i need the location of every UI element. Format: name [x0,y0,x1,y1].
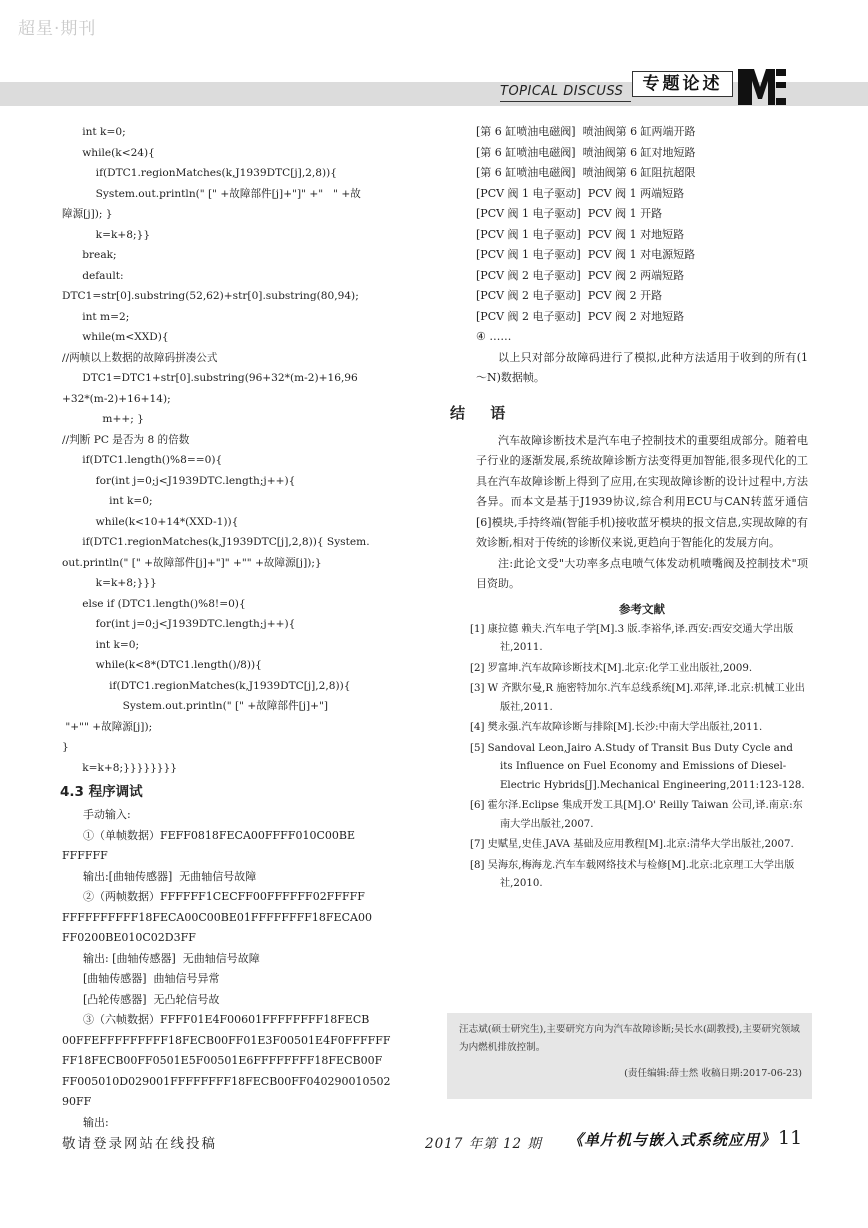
text-line: 手动输入: [62,808,131,821]
author-bio-text: 汪志斌(硕士研究生),主要研究方向为汽车故障诊断;吴长水(副教授),主要研究领域为内燃机排放控制。 [459,1024,800,1053]
code-line: int m=2; [62,310,130,323]
reference-item: [6] 霍尔泽.Eclipse 集成开发工具[M].O' Reilly Taiwan 公司,译.南京:东南大学出版社,2007. [470,800,803,830]
conclusion-paragraph: 汽车故障诊断技术是汽车电子控制技术的重要组成部分。随着电子行业的逐渐发展,系统故障诊断方法变得更加智能,很多现代化的工具在汽车故障诊断上得到了应用,在实现故障诊断的设计过程中,方法各异。而本文是基于J1939协议,综合利用ECU与CAN转蓝牙通信[6]模块,手持终端(智能手机)接收蓝牙模块的报文信息,实现故障的有效诊断,相对于传统的诊断仪来说,更趋向于智能化的发展方向。 [476,433,808,549]
editor-info: (责任编辑:薛士然 收稿日期:2017-06-23) [624,1068,802,1079]
text-line: 00FFEFFFFFFFFF18FECB00FF01E3F00501E4F0FFFFFF [62,1033,391,1047]
footer-submission-note: 敬请登录网站在线投稿 [62,1136,217,1152]
column-name-box: 专题论述 [632,71,733,97]
code-line: while(k<10+14*(XXD-1)){ [62,515,239,528]
text-line: ①（单帧数据）FEFF0818FECA00FFFF010C00BE [62,828,355,842]
text-line: FFFFFFFFFF18FECA00C00BE01FFFFFFFF18FECA00 [62,910,372,924]
watermark: 超星·期刊 [18,19,97,39]
fault-line: [PCV 阀 1 电子驱动] PCV 阀 1 开路 [476,207,663,220]
code-line: while(m<XXD){ [62,331,169,343]
section-4-3-heading: 4.3 程序调试 [60,784,143,800]
simulation-note-paragraph: 以上只对部分故障码进行了模拟,此种方法适用于收到的所有(1～N)数据帧。 [476,350,808,384]
text-line: ②（两帧数据）FFFFFF1CECFF00FFFFFF02FFFFF [62,890,365,903]
footer-issue: 2017 年第 12 期 [425,1136,542,1152]
code-line: else if (DTC1.length()%8!=0){ [62,597,246,610]
code-line: } [62,741,69,753]
left-column [62,122,400,1133]
code-line: int k=0; [62,495,153,507]
fault-line: ④ …… [476,330,512,343]
text-line: [曲轴传感器] 曲轴信号异常 [62,972,220,985]
code-line: if(DTC1.regionMatches(k,J1939DTC[j],2,8)){ [62,679,351,692]
code-line: k=k+8;}} [62,228,151,241]
text-line: 输出:[曲轴传感器] 无曲轴信号故障 [62,869,257,883]
references-heading: 参考文献 [619,601,665,616]
fault-line: [PCV 阀 1 电子驱动] PCV 阀 1 对电源短路 [476,248,696,261]
fault-line: [PCV 阀 2 电子驱动] PCV 阀 2 两端短路 [476,268,685,282]
author-bio-box [447,1013,812,1099]
code-line: for(int j=0;j<J1939DTC.length;j++){ [62,474,296,487]
text-line: FF0200BE010C02D3FF [62,931,196,944]
code-listing [62,122,400,778]
code-line: k=k+8;}}} [62,577,157,589]
code-line: System.out.println(" [" +故障部件[j]+"]" +" " +故 [62,187,361,200]
reference-item: [1] 康拉德 赖夫.汽车电子学[M].3 版.李裕华,译.西安:西安交通大学出版社,2011. [470,623,794,653]
code-line: m++; } [62,413,144,425]
code-line: out.println(" [" +故障部件[j]+"]" +"" +故障源[j]);} [62,556,322,569]
footer-journal-name: 《单片机与嵌入式系统应用》 [568,1131,777,1149]
code-line: while(k<8*(DTC1.length()/8)){ [62,659,262,671]
code-line: break; [62,249,117,261]
code-line: default: [62,269,124,282]
code-line: for(int j=0;j<J1939DTC.length;j++){ [62,618,296,630]
fault-line: [PCV 阀 1 电子驱动] PCV 阀 1 对地短路 [476,227,685,241]
fault-line: [PCV 阀 1 电子驱动] PCV 阀 1 两端短路 [476,186,685,200]
reference-item: [7] 史赋星,史佳.JAVA 基础及应用教程[M].北京:清华大学出版社,2007. [470,839,794,850]
text-line: [凸轮传感器] 无凸轮信号故 [62,992,220,1006]
funding-note-paragraph: 注:此论文受"大功率多点电喷气体发动机喷嘴阀及控制技术"项目资助。 [476,556,808,590]
right-column [450,122,808,896]
fault-line: [PCV 阀 2 电子驱动] PCV 阀 2 开路 [476,289,663,302]
debug-output-text [62,805,400,1133]
fault-list [476,122,808,348]
conclusion-heading: 结 语 [450,403,516,422]
text-line: 90FF [62,1095,92,1108]
reference-item: [5] Sandoval Leon,Jairo A.Study of Transit Bus Duty Cycle and its Influence on Fuel Economy and Emissions of Diesel-Electric Hybrids[J].Mechanical Engineering,2011:123-128. [470,742,805,791]
reference-item: [8] 吴海东,梅海龙.汽车车载网络技术与检修[M].北京:北京理工大学出版社,2010. [470,859,795,889]
reference-item: [3] W 齐默尔曼,R 施密特加尔.汽车总线系统[M].邓萍,译.北京:机械工业出版社,2011. [470,683,805,713]
journal-logo-icon [738,67,786,107]
header-underline [500,101,631,102]
fault-line: [PCV 阀 2 电子驱动] PCV 阀 2 对地短路 [476,309,685,323]
text-line: 输出: [62,1115,109,1129]
reference-item: [4] 樊永强.汽车故障诊断与排除[M].长沙:中南大学出版社,2011. [470,722,763,733]
code-line: while(k<24){ [62,146,155,159]
topical-discuss-label: TOPICAL DISCUSS [500,84,624,99]
code-line: //判断 PC 是否为 8 的倍数 [62,433,190,446]
code-line: k=k+8;}}}}}}}} [62,761,178,774]
text-line: FFFFFF [62,849,108,862]
code-line: int k=0; [62,126,126,138]
code-line: //两帧以上数据的故障码拼凑公式 [62,351,218,364]
text-line: ③（六帧数据）FFFF01E4F00601FFFFFFFF18FECB [62,1013,370,1026]
code-line: +32*(m-2)+16+14); [62,392,171,405]
code-line: if(DTC1.regionMatches(k,J1939DTC[j],2,8)){ System. [62,536,370,548]
fault-line: [第 6 缸喷油电磁阀] 喷油阀第 6 缸对地短路 [476,145,696,159]
fault-line: [第 6 缸喷油电磁阀] 喷油阀第 6 缸两端开路 [476,125,696,138]
code-line: DTC1=DTC1+str[0].substring(96+32*(m-2)+16,96 [62,372,358,384]
code-line: DTC1=str[0].substring(52,62)+str[0].substring(80,94); [62,290,359,302]
code-line: int k=0; [62,638,140,651]
code-line: if(DTC1.length()%8==0){ [62,454,223,466]
code-line: "+"" +故障源[j]); [62,720,153,733]
references-list [470,621,808,894]
code-line: System.out.println(" [" +故障部件[j]+"] [62,700,329,712]
code-line: if(DTC1.regionMatches(k,J1939DTC[j],2,8)){ [62,167,338,179]
text-line: FF18FECB00FF0501E5F00501E6FFFFFFFF18FECB00F [62,1054,383,1067]
page-number: 11 [778,1127,803,1149]
code-line: 障源[j]); } [62,208,113,220]
fault-line: [第 6 缸喷油电磁阀] 喷油阀第 6 缸阻抗超限 [476,166,696,179]
reference-item: [2] 罗富坤.汽车故障诊断技术[M].北京:化学工业出版社,2009. [470,662,753,674]
text-line: FF005010D029001FFFFFFFF18FECB00FF040290010502 [62,1074,391,1088]
text-line: 输出: [曲轴传感器] 无曲轴信号故障 [62,951,260,965]
